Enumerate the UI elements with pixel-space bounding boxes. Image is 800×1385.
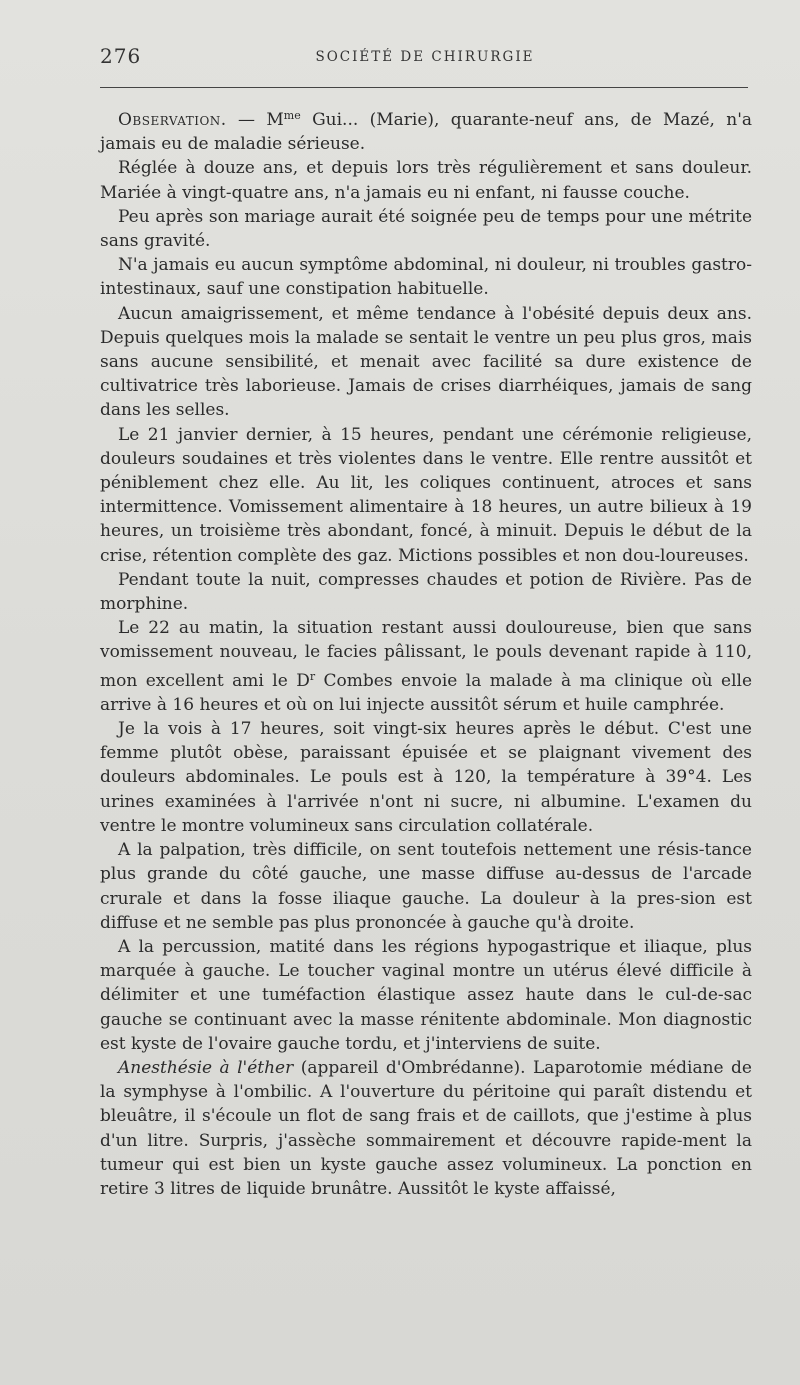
- observation-dash: —: [226, 110, 267, 130]
- paragraph-9: Je la vois à 17 heures, soit vingt-six heures après le début. C'est une femme plutôt obèse, paraissant épuisée et se plaignant vivement des douleurs abdominales. Le pouls est à 120, la température à 39°4. Les urines examinées à l'arrivée n'ont ni sucre, ni albumine. L'examen du ventre le montre volumineux sans circulation collatérale.: [100, 719, 752, 836]
- paragraph-8-part-b: Combes envoie la malade à ma clinique où elle arrive à 16 heures et où on lui injecte aussitôt sérum et huile camphrée.: [100, 670, 753, 715]
- paragraph-3: Peu après son mariage aurait été soignée peu de temps pour une métrite sans gravité.: [100, 206, 752, 252]
- paragraph-11: A la percussion, matité dans les régions hypogastrique et iliaque, plus marquée à gauche. Le toucher vaginal montre un utérus élevé difficile à délimiter et une tuméfaction élastique assez haute dans le cul-de-sac gauche se continuant avec la masse rénitente abdominale. Mon diagnostic est kyste de l'ovaire gauche tordu, et j'interviens de suite.: [100, 936, 752, 1054]
- body-text: [100, 104, 752, 1201]
- paragraph-8: [100, 616, 752, 717]
- paragraph-10: A la palpation, très difficile, on sent toutefois nettement une résis-tance plus grande du côté gauche, une masse diffuse au-dessus de l'arcade crurale et dans la fosse iliaque gauche. La douleur à la pres-sion est diffuse et ne semble pas plus prononcée à gauche qu'à droite.: [100, 840, 752, 933]
- paragraph-12: [100, 1056, 752, 1201]
- paragraph-7: Pendant toute la nuit, compresses chaudes et potion de Rivière. Pas de morphine.: [100, 569, 752, 615]
- page-number: 276: [100, 44, 142, 68]
- page-header: [100, 44, 750, 74]
- header-rule: [100, 87, 748, 88]
- paragraph-8-superscript: r: [309, 669, 316, 683]
- paragraph-2: Réglée à douze ans, et depuis lors très régulièrement et sans douleur. Mariée à vingt-quatre ans, n'a jamais eu ni enfant, ni fausse couche.: [100, 158, 752, 203]
- paragraph-6: Le 21 janvier dernier, à 15 heures, pendant une cérémonie religieuse, douleurs soudaines et très violentes dans le ventre. Elle rentre aussitôt et péniblement chez elle. Au lit, les coliques continuent, atroces et sans intermittence. Vomissement alimentaire à 18 heures, un autre bilieux à 19 heures, un troisième très abondant, foncé, à minuit. Depuis le début de la crise, rétention complète des gaz. Mictions possibles et non dou-loureuses.: [100, 424, 752, 566]
- paragraph-12-italic: Anesthésie à l'éther: [118, 1057, 294, 1078]
- observation-label: Observation.: [118, 110, 227, 130]
- observation-title-superscript: me: [283, 109, 301, 122]
- paragraph-observation: [100, 104, 752, 156]
- paragraph-5: Aucun amaigrissement, et même tendance à l'obésité depuis deux ans. Depuis quelques mois la malade se sentait le ventre un peu plus gros, mais sans aucune sensibilité, et menait avec facilité sa dure existence de cultivatrice très laborieuse. Jamais de crises diarrhéiques, jamais de sang dans les selles.: [100, 303, 752, 421]
- paragraph-12-rest: (appareil d'Ombrédanne). Laparotomie médiane de la symphyse à l'ombilic. A l'ouverture du péritoine qui paraît distendu et bleuâtre, il s'écoule un flot de sang frais et de caillots, que j'estime à plus d'un litre. Surpris, j'assèche sommairement et découvre rapide-ment la tumeur qui est bien un kyste gauche assez volumineux. La ponction en retire 3 litres de liquide brunâtre. Aussitôt le kyste affaissé,: [100, 1057, 752, 1199]
- observation-lead: Gui... (Marie), quarante-neuf ans, de Mazé, n'a jamais eu de maladie sérieuse.: [100, 110, 753, 155]
- paragraph-4: N'a jamais eu aucun symptôme abdominal, ni douleur, ni troubles gastro-intestinaux, sauf une constipation habituelle.: [100, 255, 752, 300]
- observation-title: M: [266, 110, 284, 130]
- paragraph-8-part-a: Le 22 au matin, la situation restant aussi douloureuse, bien que sans vomissement nouveau, le facies pâlissant, le pouls devenant rapide à 110, mon excellent ami le D: [100, 618, 752, 691]
- running-title: SOCIÉTÉ DE CHIRURGIE: [315, 49, 535, 65]
